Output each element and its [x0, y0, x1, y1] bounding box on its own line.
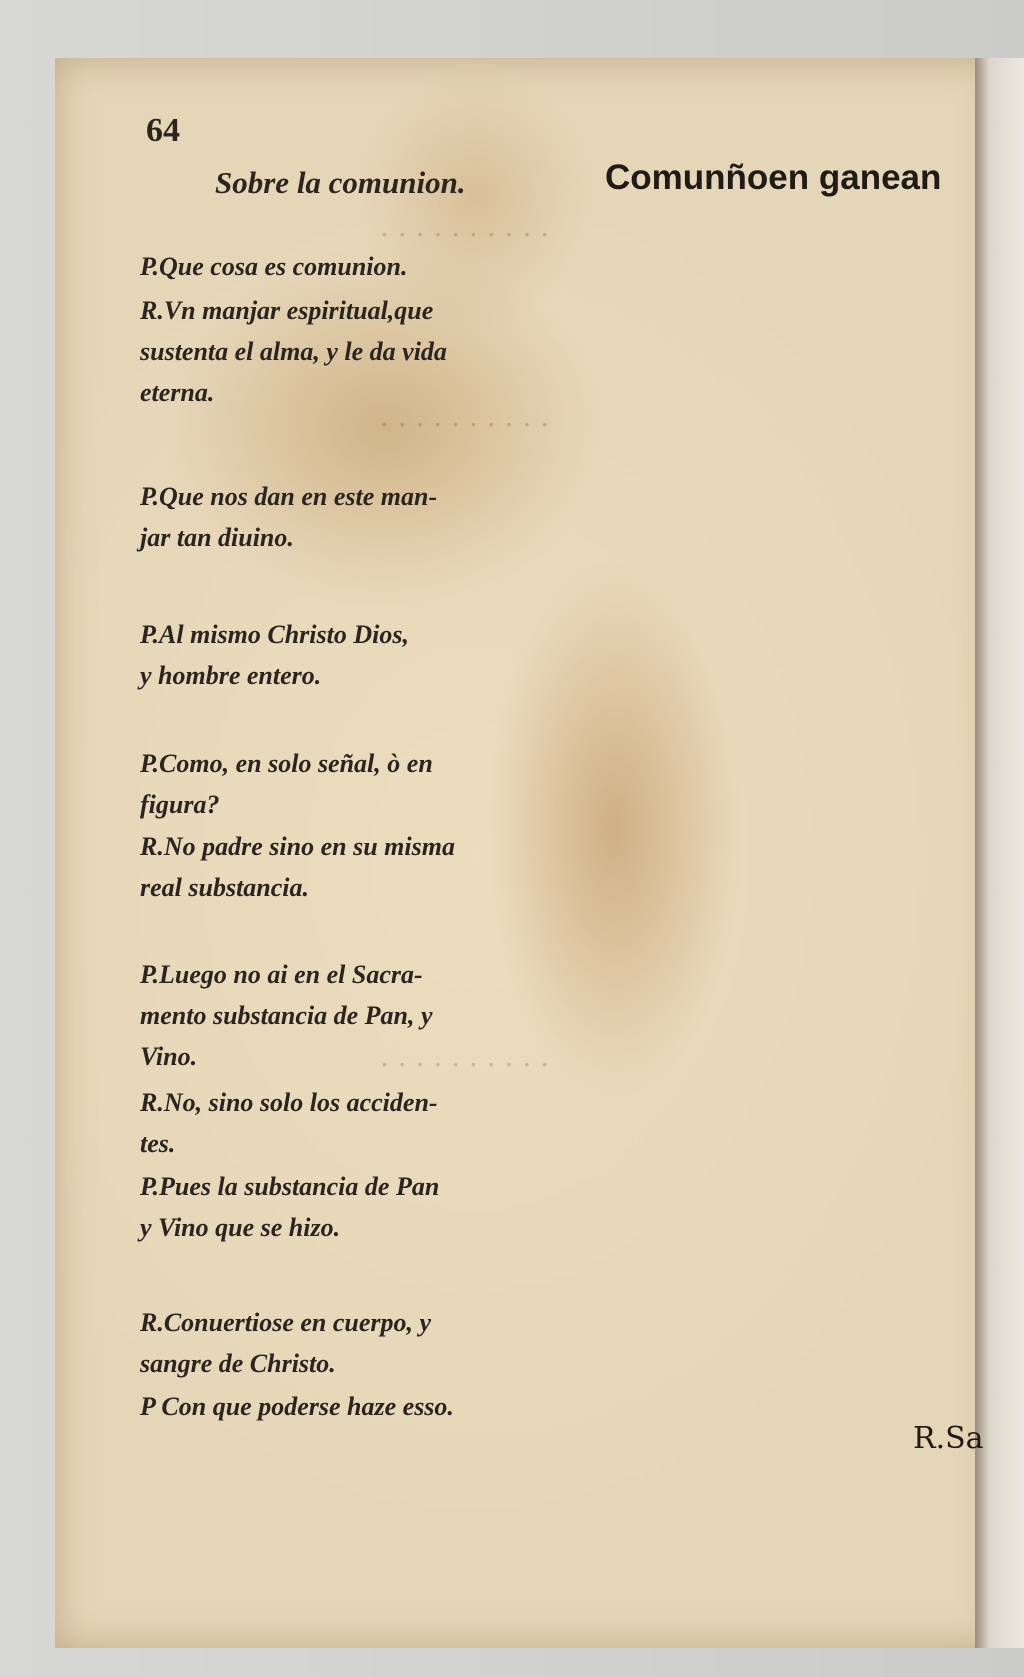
page-number: 64 — [146, 112, 180, 149]
bleed-through: . . . . . . . . . . — [380, 1040, 550, 1073]
spanish-qa-entry: R.Conuertiose en cuerpo, y sangre de Christo. — [140, 1308, 432, 1378]
bleed-through: . . . . . . . . . . — [380, 210, 550, 243]
spanish-qa-entry: P.Al mismo Christo Dios, y hombre entero. — [140, 620, 409, 690]
heading-spanish: Sobre la comunion. — [215, 165, 466, 200]
spanish-qa-entry: P.Como, en solo señal, ò en figura? — [140, 749, 433, 819]
spanish-qa-entry: P.Que nos dan en este man- jar tan diuino. — [140, 482, 438, 552]
bleed-through: . . . . . . . . . . — [380, 400, 550, 433]
spanish-qa-entry: P.Luego no ai en el Sacra- mento substancia de Pan, y Vino. — [140, 960, 433, 1071]
catchword: R.Sa — [913, 1421, 984, 1456]
spanish-qa-entry: R.No, sino solo los acciden- tes. — [140, 1088, 438, 1158]
spanish-qa-entry: R.Vn manjar espiritual,que sustenta el alma, y le da vida eterna. — [140, 296, 447, 407]
spanish-qa-entry: P Con que poderse haze esso. — [140, 1392, 454, 1421]
heading-basque: Comunñoen ganean — [605, 158, 942, 197]
spanish-qa-entry: P.Que cosa es comunion. — [140, 252, 408, 281]
spanish-qa-entry: R.No padre sino en su misma real substancia. — [140, 832, 455, 902]
facing-page-edge — [975, 58, 1024, 1648]
spanish-qa-entry: P.Pues la substancia de Pan y Vino que se hizo. — [140, 1172, 440, 1242]
